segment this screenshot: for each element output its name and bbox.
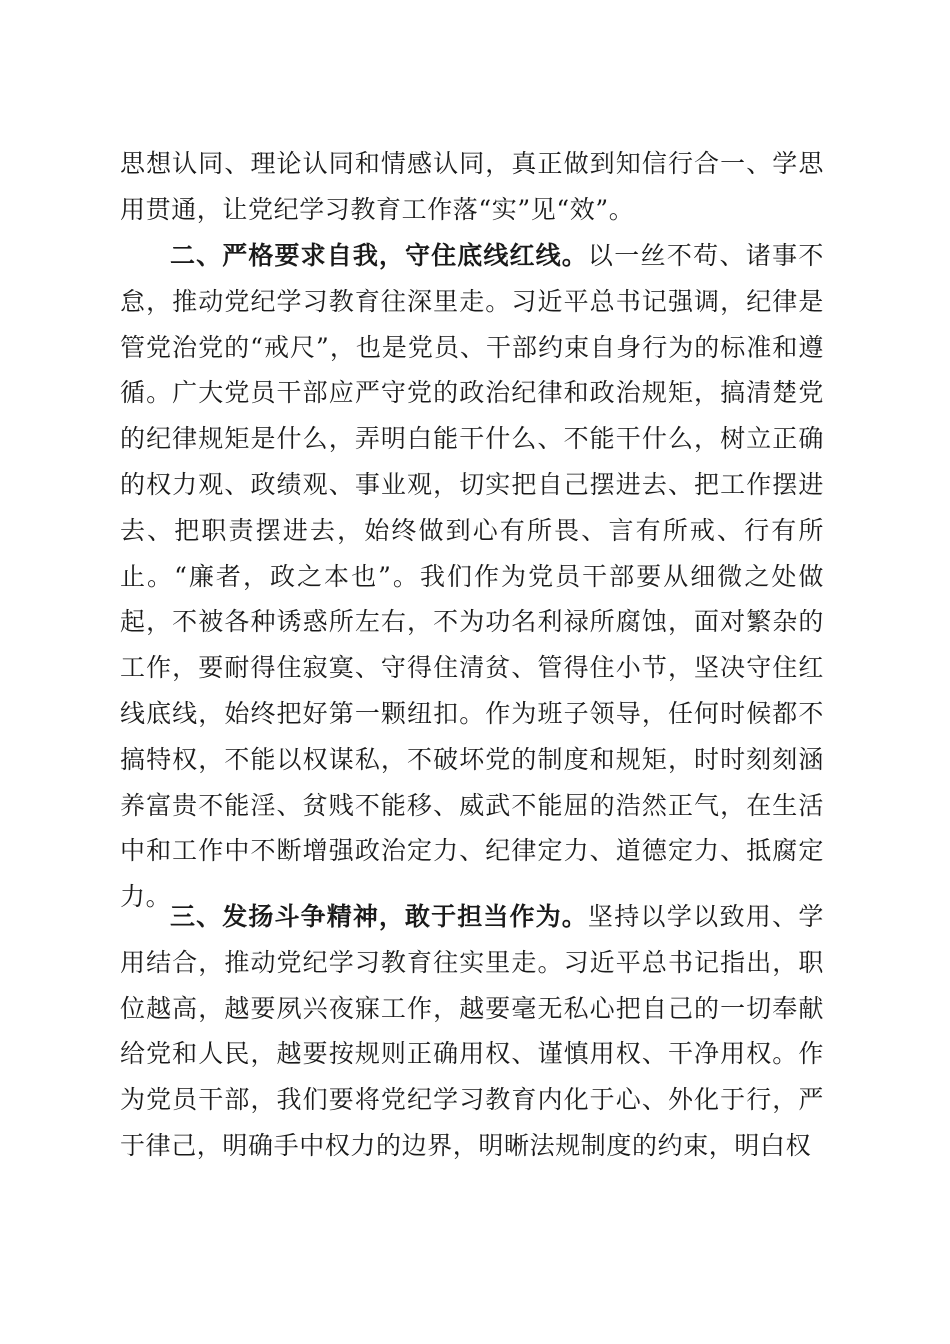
paragraph-body: 思想认同、理论认同和情感认同，真正做到知信行合一、学思用贯通，让党纪学习教育工作落“实”见“效”。 (120, 149, 824, 224)
paragraph-body: 以一丝不苟、诸事不怠，推动党纪学习教育往深里走。习近平总书记强调，纪律是管党治党的“戒尺”，也是党员、干部约束自身行为的标准和遵循。广大党员干部应严守党的政治纪律和政治规矩，搞清楚党的纪律规矩是什么，弄明白能干什么、不能干什么，树立正确的权力观、政绩观、事业观，切实把自己摆进去、把工作摆进去、把职责摆进去，始终做到心有所畏、言有所戒、行有所止。“廉者，政之本也”。我们作为党员干部要从细微之处做起，不被各种诱惑所左右，不为功名利禄所腐蚀，面对繁杂的工作，要耐得住寂寞、守得住清贫、管得住小节，坚决守住红线底线，始终把好第一颗纽扣。作为班子领导，任何时候都不搞特权，不能以权谋私，不破坏党的制度和规矩，时时刻刻涵养富贵不能淫、贫贱不能移、威武不能屈的浩然正气，在生活中和工作中不断增强政治定力、纪律定力、道德定力、抵腐定力。 (120, 241, 825, 912)
paragraph-body: 坚持以学以致用、学用结合，推动党纪学习教育往实里走。习近平总书记指出，职位越高，越要夙兴夜寐工作，越要毫无私心把自己的一切奉献给党和人民，越要按规则正确用权、谨慎用权、干净用权。作为党员干部，我们要将党纪学习教育内化于心、外化于行，严于律己，明确手中权力的边界，明晰法规制度的约束，明白权 (120, 902, 825, 1160)
paragraph-continuation (120, 141, 824, 233)
paragraph-section-two (120, 233, 824, 920)
section-heading: 三、发扬斗争精神，敢于担当作为。 (170, 902, 588, 931)
section-heading: 二、严格要求自我，守住底线红线。 (170, 241, 588, 270)
paragraph-section-three (120, 894, 824, 1169)
